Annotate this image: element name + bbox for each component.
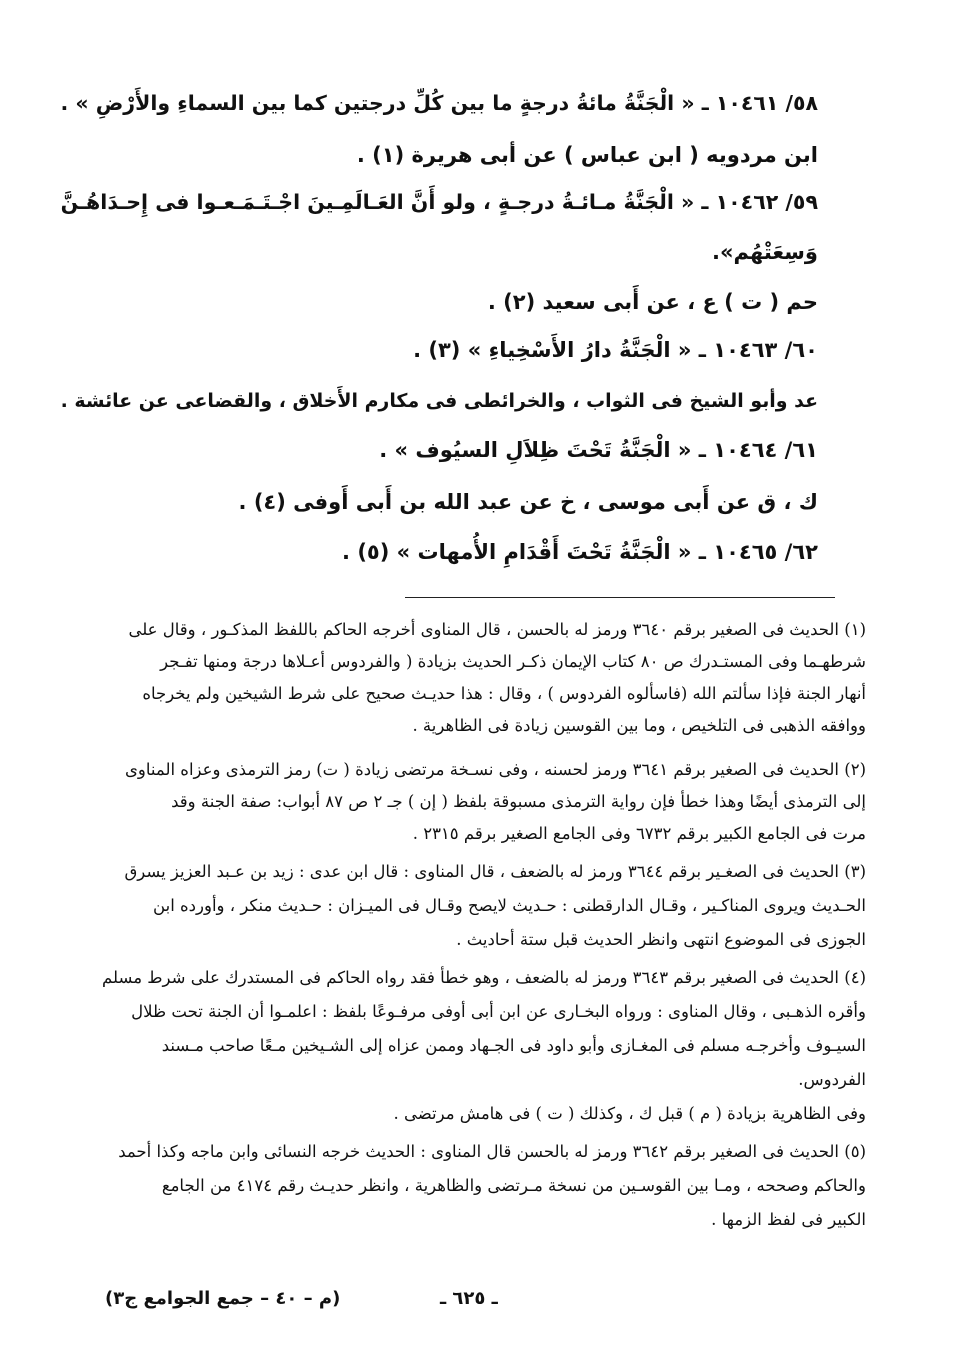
hadith-61-text: ٦١/ ١٠٤٦٤ ـ « الْجَنَّةُ تَحْتَ ظِلاَلِ السيُوف » . (379, 438, 818, 462)
footnote-4-line-1: (٤) الحديث فى الصغير برقم ٣٦٤٣ ورمز له بالضعف ، وهو خطأ فقد رواه الحاكم فى المستدرك على شرط مسلم (102, 968, 866, 987)
source-61-text: ك ، ق عن أَبى موسى ، خ عن عبد الله بن أَبى أَوفى (٤) . (238, 490, 818, 514)
source-58-text: ابن مردويه ( ابن عباس ) عن أبى هريرة (١) . (356, 143, 818, 167)
footnote-4-line-3: السيـوف وأخرجـه مسلم فى المغـازى وأبو داود فى الجـهاد وممن عزاه إلى الشـيخين مـعًا صاحب مـسند (161, 1036, 866, 1055)
footnote-1-line-4: ووافقه الذهبى فى التلخيص ، وما بين القوسين زيادة فى الظاهرية . (412, 716, 866, 735)
footnote-3-line-3: الجوزى فى الموضوع انتهى وانظر الحديث قبل ستة أحاديث . (456, 930, 866, 949)
footnote-2-line-2: إلى الترمذى أيضًا وهذا خطأ فإن رواية الترمذى مسبوقة بلفظ ( إن ) جـ ٢ ص ٨٧ أبواب: صفة الجنة وقد (171, 792, 866, 811)
footnote-3-line-2: الحـديث ويروى المناكـير ، وقـال الدارقطنى : حـديث لايصح وقـال فى الميـزان : حـديث منكر ، وأورده ابن (153, 896, 866, 915)
footnote-4-line-4: الفردوس. (798, 1070, 866, 1089)
page-number: ـ ٦٢٥ ـ (440, 1288, 498, 1309)
hadith-58 (60, 91, 818, 115)
hadith-60-text: ٦٠/ ١٠٤٦٣ ـ « الْجَنَّةُ دارُ الأَسْخِياءِ » (٣) . (413, 338, 818, 362)
footnote-4-line-2: وأقره الذهـبى ، وقال المناوى : ورواه البخـارى عن ابن أبى أوفى مرفـوعًا بلفظ : اعلمـوا أن الجنة تحت ظلال (131, 1002, 866, 1021)
hadith-59-cont (712, 240, 818, 264)
hadith-61 (379, 438, 818, 462)
footnote-5-line-2: والحاكم وصححه ، ومـا بين القوسـين من نسخة مـرتضى والظاهرية ، وانظر حديـث رقم ٤١٧٤ من الجامع (161, 1176, 866, 1195)
footnote-5-line-1: (٥) الحديث فى الصغير برقم ٣٦٤٢ ورمز له بالحسن قال المناوى : الحديث خرجه النسائى وابن ماجه وكذا أحمد (118, 1142, 866, 1161)
source-59 (488, 290, 818, 314)
source-60-text: عد وأبو الشيخ فى الثواب ، والخرائطى فى مكارم الأَخلاق ، والقضاعى عن عائشة . (60, 390, 818, 412)
footnote-4-note: وفى الظاهرية بزيادة ( م ) قبل ك ، وكذلك ( ت ) فى هامش مرتضى . (393, 1104, 866, 1123)
footnote-1-line-1: (١) الحديث فى الصغير برقم ٣٦٤٠ ورمز له بالحسن ، قال المناوى أخرجه الحاكم باللفظ المذكـور ، وقال على (128, 620, 866, 639)
hadith-62-text: ٦٢/ ١٠٤٦٥ ـ « الْجَنَّةُ تَحْتَ أَقْدَامِ الأُمهات » (٥) . (342, 540, 818, 564)
source-59-text: حم ( ت ) ع ، عن أَبى سعيد (٢) . (487, 290, 818, 314)
hadith-58-text: ٥٨/ ١٠٤٦١ ـ « الْجَنَّةُ مائةُ درجةٍ ما بين كُلِّ درجتين كما بين السماءِ والأَرْضِ » . (60, 91, 818, 115)
footnote-1-line-3: أنهار الجنة فإذا سألتم الله (فاسألوه الفردوس ) ، وقال : هذا حديـث صحيح على شرط الشيخين ولم يخرجاه (142, 684, 866, 703)
footnote-5-line-3: الكبير فى لفظ الزمها . (711, 1210, 866, 1229)
volume-label: (م – ٤٠ – جمع الجوامع ج٣) (105, 1288, 341, 1309)
hadith-59-text: ٥٩/ ١٠٤٦٢ ـ « الْجَنَّةُ مـائـةُ درجـةٍ ، ولو أَنَّ العَـالَمِـينَ اجْـتَـمَـعـوا فى إِحـدَاهُـنَّ (60, 190, 818, 214)
footnote-divider (405, 597, 835, 598)
hadith-59 (61, 190, 818, 214)
source-58 (357, 143, 818, 167)
footnote-2-line-3: مرت فى الجامع الكبير برقم ٦٧٣٢ وفى الجامع الصغير برقم ٢٣١٥ . (412, 824, 866, 843)
footnote-2-line-1: (٢) الحديث فى الصغير برقم ٣٦٤١ ورمز لحسنه ، وفى نسـخة مرتضى زيادة ( ت) رمز الترمذى وعزاه المناوى (125, 760, 866, 779)
hadith-59-cont-text: وَسِعَتْهُم». (711, 240, 818, 264)
footnote-3-line-1: (٣) الحديث فى الصغـير برقم ٣٦٤٤ ورمز له بالضعف ، قال المناوى : قال ابن عدى : زيد بن عـبد العزيز يسرق (124, 862, 866, 881)
source-60 (61, 390, 818, 412)
hadith-60 (413, 338, 818, 362)
source-61 (239, 490, 818, 514)
hadith-62 (342, 540, 818, 564)
footnote-1-line-2: شرطهـما وفى المستـدرك ص ٨٠ كتاب الإيمان ذكـر الحديث بزيادة ( والفردوس أعـلاها درجة ومنها تفـجر (160, 652, 866, 671)
